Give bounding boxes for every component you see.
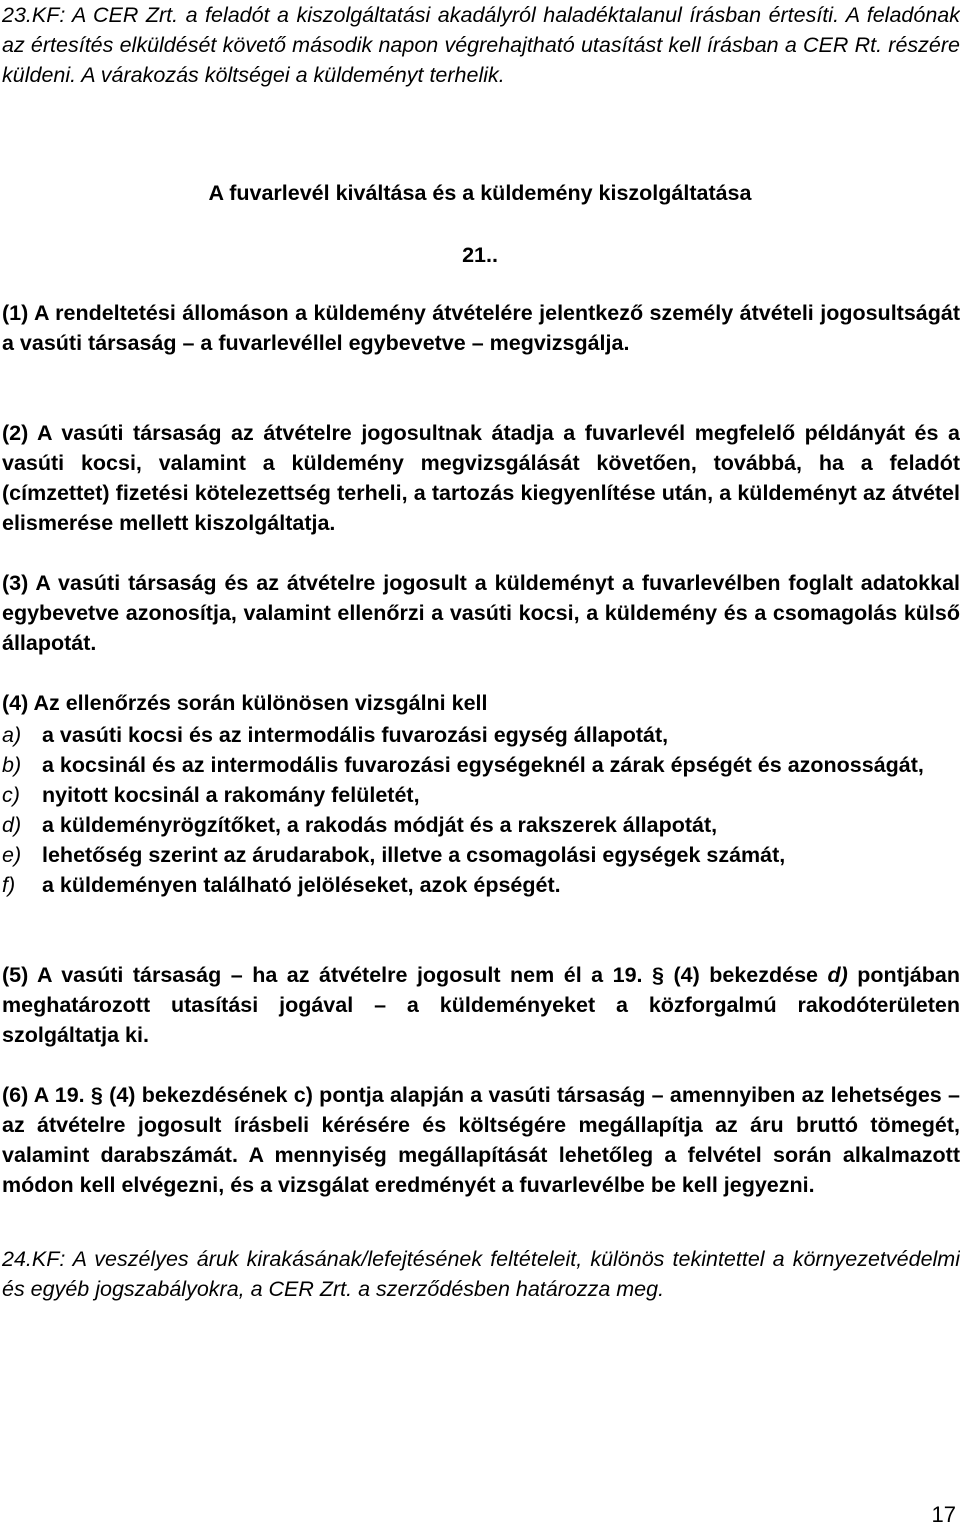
list-item (0, 750, 958, 780)
list-item-label: a) (2, 723, 22, 747)
paragraph-5-end: pontjában meghatározott utasítási jogával – a küldeményeket a közforgalmú rakodóterületen szolgáltatja ki. (2, 963, 960, 1047)
list-item-label: c) (2, 783, 20, 807)
list-item (0, 870, 958, 900)
list-item-text: nyitott kocsinál a rakomány felületét, (42, 783, 420, 807)
paragraph-5-start: (5) A vasúti társaság – ha az átvételre jogosult nem él a 19. § (4) bekezdése (2, 963, 828, 987)
list-item (0, 780, 958, 810)
paragraph-1: (1) A rendeltetési állomáson a küldemény átvételére jelentkező személy átvételi jogosultságát a vasúti társaság – a fuvarlevéllel egybevetve – megvizsgálja. (2, 301, 960, 355)
paragraph-4-intro: (4) Az ellenőrzés során különösen vizsgálni kell (2, 691, 488, 715)
paragraph-2: (2) A vasúti társaság az átvételre jogosultnak átadja a fuvarlevél megfelelő példányát és a vasúti kocsi, valamint a küldemény megvizsgálását követően, továbbá, ha a feladót (címzettet) fizetési kötelezettség terheli, a tartozás kiegyenlítése után, a küldeményt az átvétel elismerése mellett kiszolgáltatja. (2, 421, 960, 535)
list-item-label: b) (2, 753, 22, 777)
list-item-text: a küldeményrögzítőket, a rakodás módját és a rakszerek állapotát, (42, 813, 718, 837)
paragraph-3: (3) A vasúti társaság és az átvételre jogosult a küldeményt a fuvarlevélben foglalt adatokkal egybevetve azonosítja, valamint ellenőrzi a vasúti kocsi, a küldemény és a csomagolás külső állapotát. (2, 571, 960, 655)
section-number: 21.. (462, 243, 498, 267)
list-item (0, 840, 958, 870)
list-item-label: f) (2, 873, 16, 897)
list-item-text: a küldeményen található jelöléseket, azok épségét. (42, 873, 561, 897)
section-title: A fuvarlevél kiváltása és a küldemény kiszolgáltatása (208, 181, 752, 205)
paragraph-5 (0, 960, 960, 1050)
paragraph-6: (6) A 19. § (4) bekezdésének c) pontja alapján a vasúti társaság – amennyiben az lehetséges – az átvételre jogosult írásbeli kérésére és költségére megállapítja az áru bruttó tömegét, valamint darabszámát. A mennyiség megállapítását lehetőleg a felvétel során alkalmazott módon kell elvégezni, és a vizsgálat eredményét a fuvarlevélbe be kell jegyezni. (2, 1083, 960, 1197)
list-item-text: a kocsinál és az intermodális fuvarozási egységeknél a zárak épségét és azonosságát, (42, 753, 924, 777)
list-item-label: d) (2, 813, 22, 837)
inspection-list (0, 720, 958, 900)
list-item (0, 810, 958, 840)
list-item-text: a vasúti kocsi és az intermodális fuvarozási egység állapotát, (42, 723, 669, 747)
footer-paragraph: 24.KF: A veszélyes áruk kirakásának/lefejtésének feltételeit, különös tekintettel a környezetvédelmi és egyéb jogszabályokra, a CER Zrt. a szerződésben határozza meg. (2, 1247, 960, 1301)
intro-paragraph: 23.KF: A CER Zrt. a feladót a kiszolgáltatási akadályról haladéktalanul írásban értesíti. A feladónak az értesítés elküldését követő második napon végrehajtható utasítást kell írásban a CER Rt. részére küldeni. A várakozás költségei a küldeményt terhelik. (2, 3, 960, 87)
paragraph-5-point: d) (827, 963, 848, 987)
list-item-label: e) (2, 843, 22, 867)
list-item (0, 720, 958, 750)
list-item-text: lehetőség szerint az árudarabok, illetve a csomagolási egységek számát, (42, 843, 786, 867)
page-number: 17 (931, 1502, 956, 1527)
